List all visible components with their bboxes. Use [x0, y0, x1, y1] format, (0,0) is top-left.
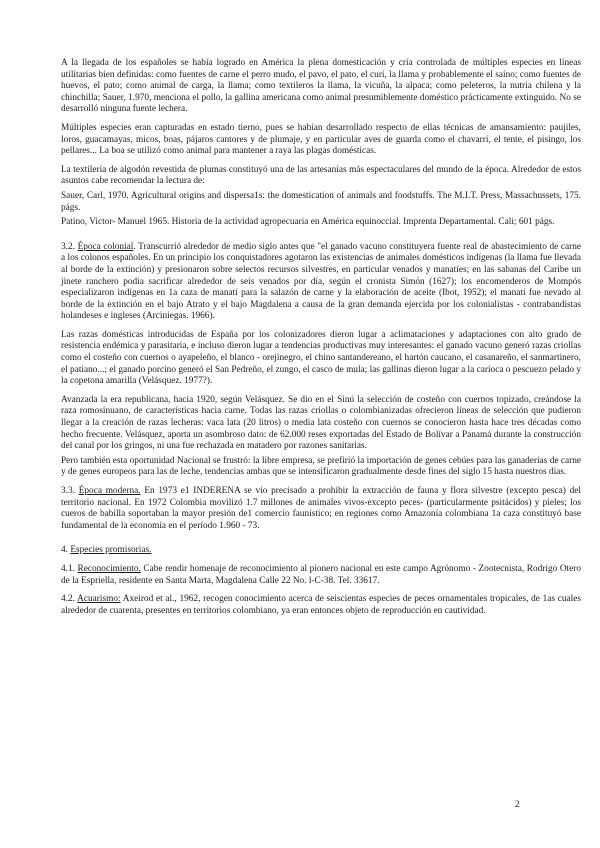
section-heading-colonial: Época colonial — [77, 241, 134, 252]
subsection-reconocimiento — [61, 564, 581, 587]
section-text-moderna: En 1973 e1 INDERENA se vio precisado a prohibir la extracción de fauna y flora silvestre (excepto pesca) del territorio nacional. En 1972 Colombia movilizó 1.7 millones de animales vivos-excepto peces- (particularmente psitácidos) y pieles; los cueros de babilla soportaban la mayor presión de1 comercio faunístico; en regiones como Amazonía colombiana 1a caza constituyó base fundamental de la economía en el período 1.960 - 73. — [61, 486, 582, 531]
subsection-heading-acuarismo: Acuarismo: — [77, 594, 121, 605]
paragraph-taming: Múltiples especies eran capturadas en estado tierno, pues se habían desarrollado respecto de ellas técnicas de amansamiento: paujiles, loros, guacamayas, micos, boas, pájaros cantores y de plumaje, y en particular aves de guarda como el chavarrí, el tente, el pisingo, los pellares... La boa se utilizó como animal para mantener a raya las plagas domésticas. — [61, 122, 581, 157]
paragraph-republic: Avanzada la era republicana, hacia 1920, según Velásquez. Se dio en el Sinú la selección de costeño con cuernos topizado, creándose la raza romosinuano, de características hacia carne. Todas las razas criollas o colombianizadas ofrecieron líneas de selección que pudieron llegar a la creación de razas lecheras: vaca lata (20 litros) o media lata costeño con cuernos se conocieron hasta hace tres décadas como hecho frecuente. Velásquez, aporta un asombroso dato: de 62.000 reses exportadas del Estado de Bolívar a Panamá durante la construcción del canal por los gringos, ni una fue rechazada en matadero por razones sanitarias. — [61, 394, 581, 452]
section-text-colonial: . Transcurrió alrededor de medio siglo antes que "el ganado vacuno constituyera fuente real de abastecimiento de carne a los colonos españoles. En un principio los conquistadores agotaron las existencias de animales domésticos indígenas (la llama fue llevada al borde de la extinción) y presionaron sobre selectos recursos silvestres, en particular venados y manatíes; en las sabanas del Caribe un jinete ranchero podía sacrificar alrededor de seis venados por día, según el cronista Simón (1627); los encomenderos de Mompós especializaron indígenas en 1a caza de manatí para la salazón de carne y la elaboración de aceite (Ibot, 1952); el manatí fue nevado al borde de la extinción en el bajo Atrato y el bajo Magdalena a causa de la gran demanda ejercida por los colonialistas - contrabandistas holandeses e ingleses (Arciniegas. 1966). — [61, 241, 582, 322]
reference-patino: Patino, Victor- Manuel 1965. Historia de la actividad agropecuaria en América equinoccial. Imprenta Departamental. Cali; 601 págs. — [61, 217, 555, 228]
reference-sauer: Sauer, Carl, 1970. Agricultural origins and dispersa1s: the domestication of animals and foodstuffs. The M.I.T. Press, Massachussets, 175. págs. — [61, 190, 581, 213]
section-promisorias — [61, 545, 581, 557]
paragraph-breeds: Las razas domésticas introducidas de España por los colonizadores dieron lugar a aclimataciones y adaptaciones con alto grado de resistencia endémica y parasitaria, e incluso dieron lugar a tendencias productivas muy interesantes: el ganado vacuno generó razas criollas como el costeño con cuernos o ayapeleño, el blanco - orejinegro, el chino santandereano, el hartón caucano, el casanareño, el sanmartinero, el patiano...; el ganado porcino generó el San Pedreño, el zungo, el casco de mula; las gallinas dieron lugar a la carioca o pescuezo pelado y la copetona amarilla (Velásquez. 1977?). — [61, 329, 581, 387]
subsection-number-reconocimiento: 4.1. — [61, 563, 75, 574]
page-number: 2 — [515, 800, 520, 810]
subsection-text-acuarismo: Axeirod et al., 1962, recogen conocimiento acerca de seiscientas especies de peces ornamentales tropicales, de 1as cuales alrededor de cuarenta, presentes en territorios colombiano, ya eran entonces objeto de reproducción en cautividad. — [61, 594, 581, 616]
subsection-text-reconocimiento: Cabe rendir homenaje de reconocimiento al pionero nacional en este campo Agrónomo - Zootecnista, Rodrigo Otero de la Espriella, residente en Santa Marta, Magdalena Calle 22 No. l-C-38. Tel. 33617. — [61, 563, 581, 586]
paragraph-frustration: Pero también esta oportunidad Nacional se frustró: la libre empresa, se prefirió la importación de genes cebúes para las ganaderías de carne y de genes europeos para las de leche, tendencias ambas que se intensificaron gradualmente desde fines del siglo 15 hasta nuestros días. — [61, 455, 581, 478]
section-colonial — [61, 242, 581, 323]
subsection-acuarismo — [61, 594, 581, 617]
paragraph-domestication: A la llegada de los españoles se había logrado en América la plena domesticación y cría controlada de múltiples especies en líneas utilitarias bien definidas: como fuentes de carne el perro mudo, el pavo, el pato, el curí, la llama y probablemente el saíno; como fuentes de huevos, el pato; como animal de carga, la llama; como textileros la llama, la vicuña, la alpaca; como peleteros, la nutria chilena y la chinchilla; Sauer, 1.970, menciona el pollo, la gallina americana como animal presumiblemente doméstico prácticamente extinguido. No se desarrolló ninguna fuente lechera. — [61, 58, 581, 115]
section-heading-promisorias: Especies promisorias. — [70, 545, 152, 556]
subsection-number-acuarismo: 4.2. — [61, 594, 75, 605]
section-moderna — [61, 486, 581, 532]
paragraph-textiles: La textilería de algodón revestida de plumas constituyó una de las artesanías más espectaculares del mundo de la época. Alrededor de estos asuntos cabe recomendar la lectura de: — [61, 164, 581, 187]
section-number-colonial: 3.2. — [61, 241, 75, 252]
subsection-heading-reconocimiento: Reconocimiento. — [77, 563, 141, 574]
document-body — [61, 58, 581, 624]
section-number-promisorias: 4. — [61, 545, 68, 556]
section-number-moderna: 3.3. — [61, 486, 75, 496]
section-heading-moderna: Época moderna. — [78, 486, 141, 496]
